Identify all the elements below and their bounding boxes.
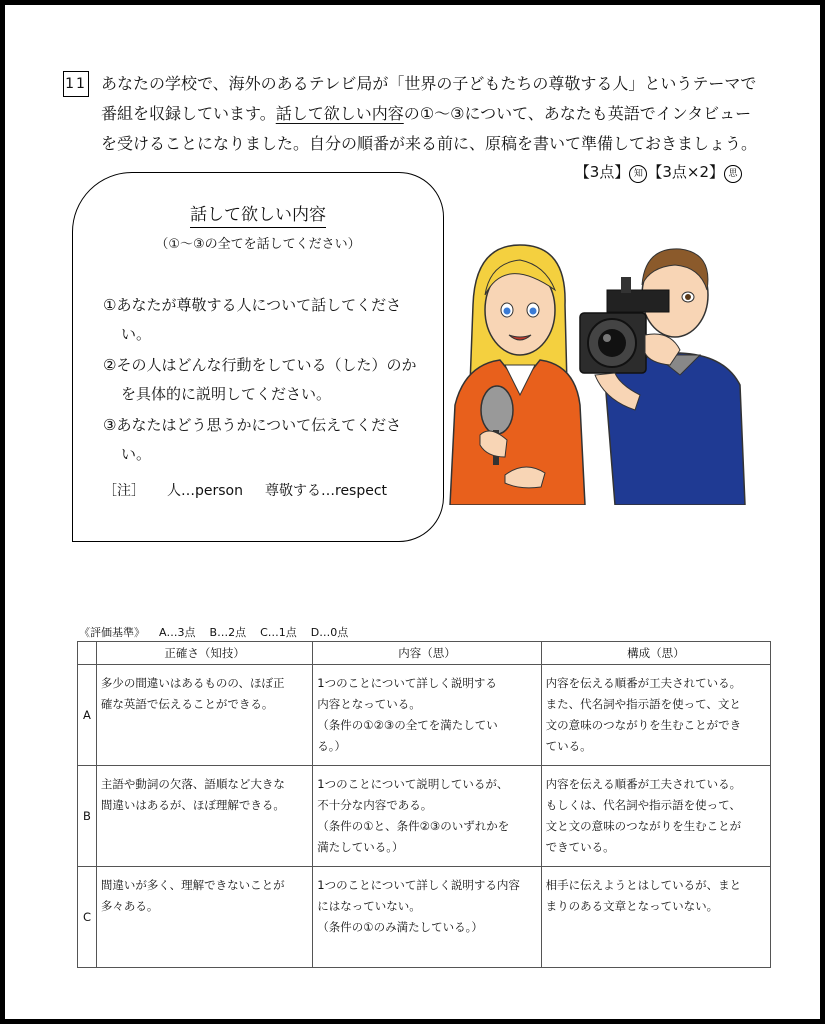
accuracy-cell: 多少の間違いはあるものの、ほぼ正 確な英語で伝えることができる。 (96, 665, 312, 766)
rubric-table (77, 641, 771, 968)
cameraman-figure (580, 249, 745, 505)
rubric-header-content: 内容（思） (313, 642, 541, 665)
rubric-header-grade (78, 642, 97, 665)
rubric-header-row (78, 642, 771, 665)
conditions-subtitle: （①～③の全てを話してください） (155, 237, 361, 252)
reporter-and-cameraman-illustration (445, 235, 755, 505)
structure-cell: 内容を伝える順番が工夫されている。 また、代名詞や指示語を使って、文と 文の意味のつながりを生むことができ ている。 (541, 665, 770, 766)
content-cell: 1つのことについて説明しているが、 不十分な内容である。 （条件の①と、条件②③のいずれかを 満たしている。） (313, 766, 541, 867)
condition-item: ②その人はどんな行動をしている（した）のかを具体的に説明してください。 (103, 356, 417, 403)
intro-line-1: あなたの学校で、海外のあるテレビ局が「世界の子どもたちの尊敬する人」というテーマで (101, 74, 757, 93)
intro-line-2: 番組を収録しています。話して欲しい内容の①～③について、あなたも英語でインタビュー (101, 104, 752, 123)
table-row (78, 867, 771, 968)
knowledge-badge-icon: 知 (629, 165, 647, 183)
accuracy-cell: 主語や動詞の欠落、語順など大きな 間違いはあるが、ほぼ理解できる。 (96, 766, 312, 867)
table-row (78, 665, 771, 766)
question-number: 11 (63, 71, 89, 97)
conditions-title: 話して欲しい内容 (73, 200, 443, 225)
grade-cell: C (78, 867, 97, 968)
rubric-header-accuracy: 正確さ（知技） (96, 642, 312, 665)
conditions-box (72, 172, 444, 542)
criteria-header: 《評価基準》 A…3点 B…2点 C…1点 D…0点 (79, 626, 349, 639)
thinking-badge-icon: 思 (724, 165, 742, 183)
intro-line-3: を受けることになりました。自分の順番が来る前に、原稿を書いて準備しておきましょう。 (101, 134, 758, 153)
content-cell: 1つのことについて詳しく説明する内容 にはなっていない。 （条件の①のみ満たしている。） (313, 867, 541, 968)
vocab-note: ［注］ 人…person 尊敬する…respect (103, 483, 388, 499)
reporter-figure (450, 245, 585, 505)
content-cell: 1つのことについて詳しく説明する 内容となっている。 （条件の①②③の全てを満たしてい る。） (313, 665, 541, 766)
accuracy-cell: 間違いが多く、理解できないことが 多々ある。 (96, 867, 312, 968)
question-intro (101, 69, 761, 159)
grade-cell: A (78, 665, 97, 766)
grade-cell: B (78, 766, 97, 867)
rubric-header-structure: 構成（思） (541, 642, 770, 665)
table-row (78, 766, 771, 867)
condition-item: ③あなたはどう思うかについて伝えてください。 (103, 416, 402, 463)
condition-item: ①あなたが尊敬する人について話してください。 (103, 296, 402, 343)
underlined-phrase: 話して欲しい内容 (275, 104, 404, 123)
structure-cell: 内容を伝える順番が工夫されている。 もしくは、代名詞や指示語を使って、 文と文の意味のつながりを生むことが できている。 (541, 766, 770, 867)
points-allocation: 【3点】 知 【3点×2】 思 (575, 161, 742, 183)
conditions-list (103, 291, 423, 471)
structure-cell: 相手に伝えようとはしているが、まと まりのある文章となっていない。 (541, 867, 770, 968)
